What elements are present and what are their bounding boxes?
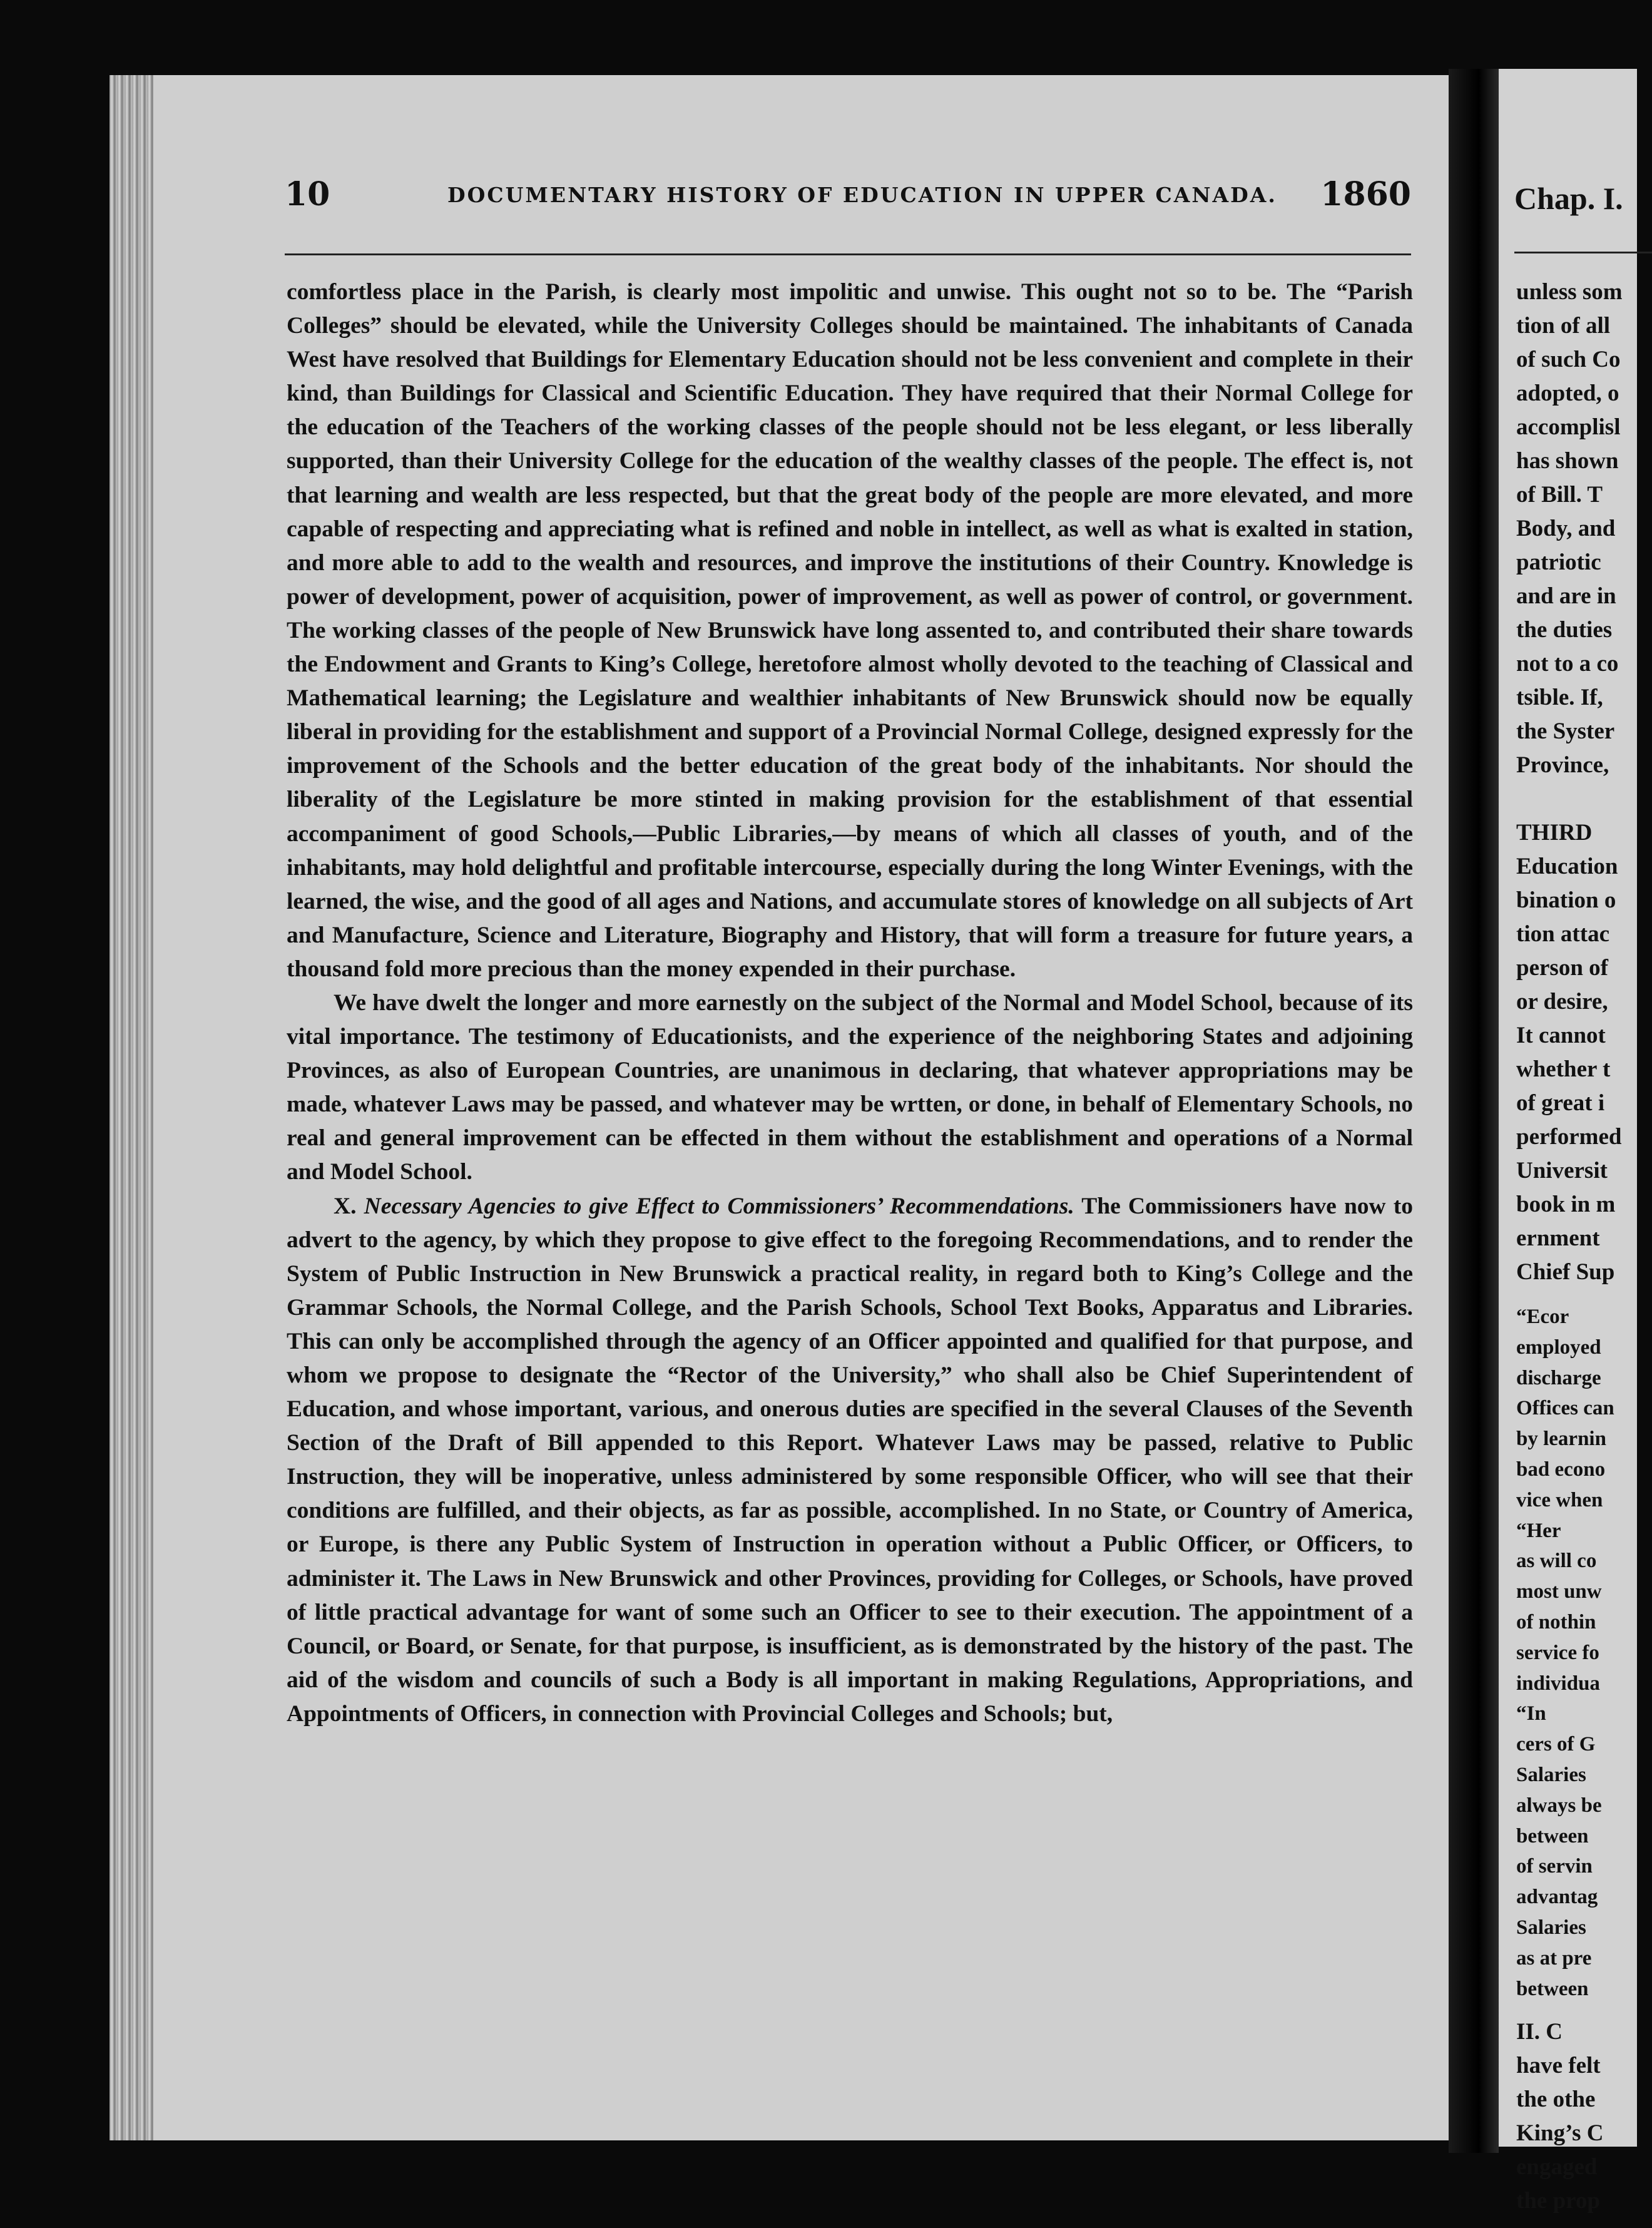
page-number: 10 bbox=[285, 175, 330, 213]
facing-quoted-lines bbox=[1516, 1302, 1623, 2004]
facing-page-line: “Ecor bbox=[1516, 1306, 1569, 1328]
facing-page-line: by learnin bbox=[1516, 1428, 1606, 1451]
facing-page-line: accomplisl bbox=[1516, 414, 1621, 440]
facing-page-line: have felt bbox=[1516, 2053, 1601, 2079]
facing-page-line: the Syster bbox=[1516, 718, 1615, 744]
facing-page-line: “In bbox=[1516, 1702, 1546, 1725]
facing-page-line: Education bbox=[1516, 854, 1618, 879]
facing-page-line: employed bbox=[1516, 1336, 1601, 1359]
facing-page-line: bination o bbox=[1516, 887, 1616, 913]
header-year: 1860 bbox=[1320, 175, 1411, 213]
page-edge-stack bbox=[110, 75, 153, 2140]
facing-page-line: the duties bbox=[1516, 617, 1613, 643]
header-rule bbox=[285, 253, 1411, 255]
facing-page-line: the prop bbox=[1516, 2188, 1600, 2214]
facing-page-line: individua bbox=[1516, 1672, 1600, 1695]
facing-page-line: unless som bbox=[1516, 279, 1623, 305]
facing-page-line: Province, bbox=[1516, 752, 1609, 778]
facing-page-line: cers of G bbox=[1516, 1733, 1596, 1756]
facing-page-line: Salaries bbox=[1516, 1763, 1586, 1786]
facing-page-line: not to a co bbox=[1516, 651, 1619, 677]
facing-page-line: bad econo bbox=[1516, 1458, 1606, 1481]
facing-page-line: has shown bbox=[1516, 448, 1619, 474]
facing-page-line: person of bbox=[1516, 955, 1608, 981]
body-text bbox=[287, 275, 1413, 1731]
facing-page-line: and are in bbox=[1516, 583, 1616, 609]
facing-page-text bbox=[1516, 275, 1623, 2218]
section-paragraph bbox=[287, 1190, 1413, 1732]
facing-page-line: Universit bbox=[1516, 1158, 1608, 1183]
facing-page-line: tion of all bbox=[1516, 313, 1611, 339]
facing-page-line: ernment bbox=[1516, 1225, 1600, 1251]
facing-running-head: Chap. I. bbox=[1514, 181, 1623, 216]
facing-page-line: whether t bbox=[1516, 1056, 1611, 1082]
facing-page-line: of great i bbox=[1516, 1090, 1605, 1116]
facing-page-line: of servin bbox=[1516, 1855, 1593, 1878]
paragraph: comfortless place in the Parish, is clearly most impolitic and unwise. This ought not so to be. The “Parish Colleges” should be elevated, while the University Colleges should be maintained. The inhabitants of Canada West have resolved that Buildings for Elementary Education should not be less convenient and complete in their kind, than Buildings for Classical and Scientific Education. They have required that their Normal College for the education of the Teachers of the working classes of the people should not be less elegant, or less liberally supported, than their University College for the education of the wealthy classes of the people. The effect is, not that learning and wealth are less respected, but that the great body of the people are more elevated, and more capable of respecting and appreciating what is refined and noble in intellect, as well as what is exalted in station, and more able to add to the wealth and resources, and improve the institutions of their Country. Knowledge is power of development, power of acquisition, power of improvement, as well as power of control, or government. The working classes of the people of New Brunswick have long assented to, and contributed their share towards the Endowment and Grants to King’s College, heretofore almost wholly devoted to the teaching of Classical and Mathematical learning; the Legislature and wealthier inhabitants of New Brunswick should now be equally liberal in providing for the establishment and support of a Provincial Normal College, designed expressly for the improvement of the Schools and the better education of the great body of the inhabitants. Nor should the liberality of the Legislature be more stinted in making provision for the establishment of that essential accompaniment of good Schools,—Public Libraries,—by means of which all classes of youth, and of the inhabitants, may hold delightful and profitable intercourse, especially during the long Winter Evenings, with the learned, the wise, and the good of all ages and Nations, and accumulate stores of knowledge on all subjects of Art and Manufacture, Science and Literature, Biography and History, that will form a treasure for future years, a thousand fold more precious than the money expended in their purchase. bbox=[287, 279, 1413, 982]
facing-page-line: most unw bbox=[1516, 1580, 1602, 1603]
facing-page-line: patriotic bbox=[1516, 549, 1601, 575]
section-number: X. bbox=[334, 1193, 357, 1219]
facing-page-line: as will co bbox=[1516, 1550, 1597, 1573]
facing-header-rule bbox=[1514, 252, 1652, 253]
facing-page-line: discharge bbox=[1516, 1366, 1601, 1389]
book-gutter bbox=[1449, 69, 1499, 2153]
facing-page-line: It cannot bbox=[1516, 1023, 1606, 1048]
right-page bbox=[1499, 69, 1637, 2214]
paragraph: We have dwelt the longer and more earnestly on the subject of the Normal and Model School, because of its vital importance. The testimony of Educationists, and the experience of the neighboring States and adjoining Provinces, as also of European Countries, are unanimous in declaring, that whatever appropriations may be made, whatever Laws may be passed, and whatever may be wrtten, or done, in behalf of Elementary Schools, no real and general improvement can be effected in them without the establishment and operations of a Normal and Model School. bbox=[287, 989, 1413, 1185]
running-title: DOCUMENTARY HISTORY OF EDUCATION IN UPPER CANADA. bbox=[447, 183, 1277, 207]
facing-page-line: Offices can bbox=[1516, 1397, 1614, 1420]
facing-page-line: II. C bbox=[1516, 2019, 1563, 2045]
facing-page-line: THIRD bbox=[1516, 820, 1593, 846]
facing-page-line: book in m bbox=[1516, 1192, 1616, 1217]
facing-page-line: advantag bbox=[1516, 1886, 1598, 1909]
facing-page-line: Chief Sup bbox=[1516, 1259, 1615, 1285]
facing-page-line: of such Co bbox=[1516, 347, 1621, 372]
facing-page-line: between bbox=[1516, 1824, 1589, 1847]
facing-page-line: of nothin bbox=[1516, 1610, 1596, 1633]
facing-page-line: vice when bbox=[1516, 1488, 1603, 1511]
facing-page-line bbox=[1516, 782, 1623, 816]
facing-page-line: King’s C bbox=[1516, 2120, 1604, 2147]
facing-page-line: Body, and bbox=[1516, 516, 1616, 541]
facing-page-line: tsible. If, bbox=[1516, 685, 1603, 710]
facing-page-line: between bbox=[1516, 1977, 1589, 2000]
facing-page-line: as at pre bbox=[1516, 1946, 1592, 1970]
section-text: The Commissioners have now to advert to the agency, by which they propose to give effect to the foregoing Recommendations, and to render the System of Public Instruction in New Brunswick a practical reality, in regard both to King’s College and the Grammar Schools, the Normal College, and the Parish Schools, School Text Books, Apparatus and Libraries. This can only be accomplished through the agency of an Officer appointed and qualified for that purpose, and whom we propose to designate the “Rector of the University,” who shall also be Chief Superintendent of Education, and whose important, various, and onerous duties are specified in the several Clauses of the Seventh Section of the Draft of Bill appended to this Report. Whatever Laws may be passed, relative to Public Instruction, they will be inoperative, unless administered by some responsible Officer, who will see that their conditions are fulfilled, and their objects, as far as possible, accomplished. In no State, or Country of America, or Europe, is there any Public System of Instruction in operation without a Public Officer, or Officers, to administer it. The Laws in New Brunswick and other Provinces, providing for Colleges, or Schools, have proved of little practical advantage for want of some such an Officer to see to their execution. The appointment of a Council, or Board, or Senate, for that purpose, is insufficient, as is demonstrated by the history of the past. The aid of the wisdom and councils of such a Body is all important in making Regulations, Appropriations, and Appointments of Officers, in connection with Provincial Colleges and Schools; but, bbox=[287, 1193, 1413, 1727]
page-header bbox=[285, 175, 1411, 225]
facing-page-line: “Her bbox=[1516, 1519, 1561, 1542]
facing-page-line: the othe bbox=[1516, 2087, 1596, 2113]
facing-page-line: of Bill. T bbox=[1516, 482, 1603, 508]
facing-page-line: adopted, o bbox=[1516, 381, 1619, 406]
facing-page-line: always be bbox=[1516, 1794, 1602, 1817]
facing-main-lines bbox=[1516, 275, 1623, 1289]
section-heading: Necessary Agencies to give Effect to Commissioners’ Recommendations. bbox=[364, 1193, 1074, 1219]
facing-tail-lines bbox=[1516, 2015, 1623, 2218]
facing-page-line: Salaries bbox=[1516, 1916, 1586, 1939]
facing-page-line: performed bbox=[1516, 1124, 1622, 1150]
facing-page-line: or desire, bbox=[1516, 989, 1608, 1014]
facing-page-line: engaged bbox=[1516, 2154, 1598, 2180]
facing-page-line: tion attac bbox=[1516, 921, 1609, 947]
facing-page-line: service fo bbox=[1516, 1641, 1599, 1664]
